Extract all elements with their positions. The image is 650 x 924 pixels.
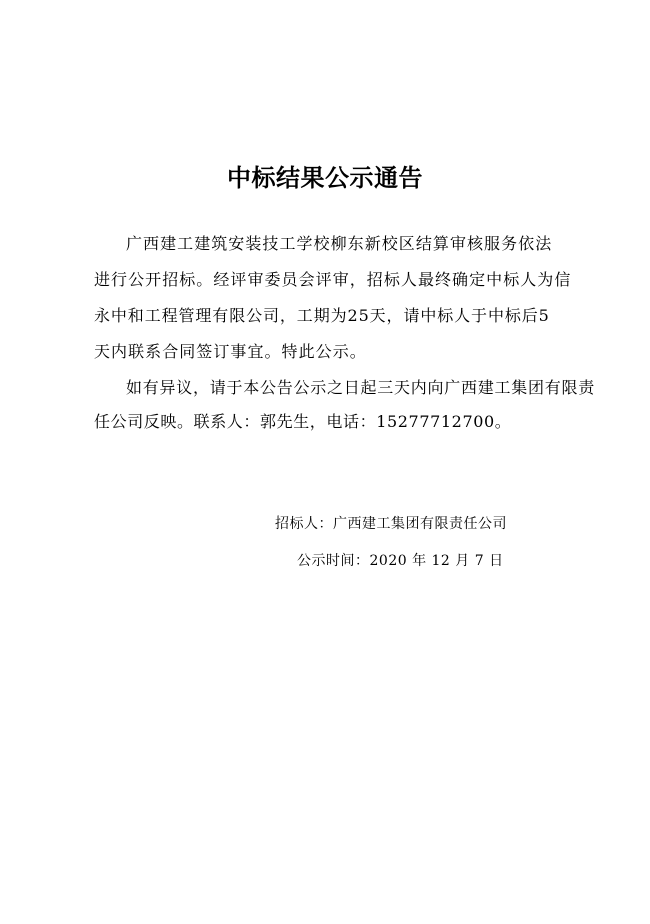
notice-title: 中标结果公示通告 (227, 164, 423, 192)
publish-date: 公示时间：2020 年 12 月 7 日 (297, 553, 504, 569)
paragraph1-line2: 进行公开招标。经评审委员会评审，招标人最终确定中标人为信 (94, 270, 572, 289)
tenderer-signature: 招标人：广西建工集团有限责任公司 (275, 516, 507, 532)
paragraph2-line1: 如有异议，请于本公告公示之日起三天内向广西建工集团有限责 (126, 378, 596, 397)
paragraph1-line1: 广西建工建筑安装技工学校柳东新校区结算审核服务依法 (126, 234, 553, 253)
paragraph1-line4: 天内联系合同签订事宜。特此公示。 (94, 342, 367, 361)
paragraph1-line3: 永中和工程管理有限公司，工期为25天，请中标人于中标后5 (94, 306, 550, 325)
paragraph2-line2: 任公司反映。联系人：郭先生，电话：15277712700。 (94, 412, 512, 431)
